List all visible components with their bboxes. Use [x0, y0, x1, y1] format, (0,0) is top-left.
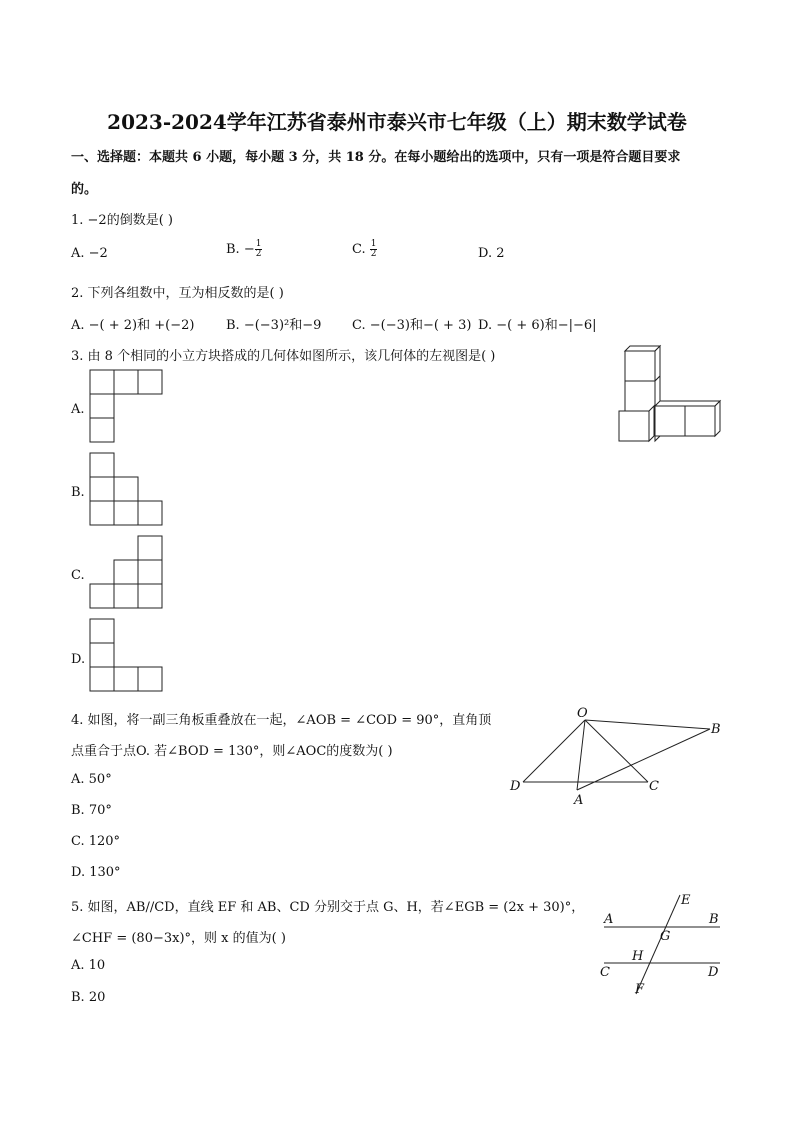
label-H: H — [632, 949, 644, 964]
q1-option-c-fraction — [370, 240, 378, 259]
label-B: B — [709, 912, 719, 927]
q3-option-d-grid — [89, 618, 165, 694]
q3-option-c-label: C. — [71, 568, 85, 583]
q4-option-a: A. 50° — [71, 772, 112, 787]
fraction-denominator: 2 — [370, 249, 377, 259]
exam-title: 2023-2024学年江苏省泰州市泰兴市七年级（上）期末数学试卷 — [107, 110, 687, 134]
line-OB — [585, 720, 710, 729]
fraction-numerator: 1 — [255, 239, 262, 249]
fraction-numerator: 1 — [370, 239, 377, 249]
q4-stem-line2: 点重合于点O. 若∠BOD = 130°，则∠AOC的度数为( ) — [71, 744, 393, 759]
q2-option-c: C. −(−3)和−( + 3) — [352, 318, 472, 333]
line-OA — [577, 720, 585, 790]
line-OD — [523, 720, 585, 782]
q4-stem-line1: 4. 如图，将一副三角板重叠放在一起，∠AOB = ∠COD = 90°，直角顶 — [71, 713, 492, 728]
line-OC — [585, 720, 648, 782]
label-O: O — [577, 706, 588, 721]
section-heading-line2: 的。 — [71, 182, 98, 197]
line-EF — [636, 895, 680, 994]
label-B: B — [711, 722, 721, 737]
label-A: A — [604, 912, 614, 927]
q5-option-b: B. 20 — [71, 990, 106, 1005]
q2-option-d: D. −( + 6)和−|−6| — [478, 318, 597, 333]
fraction-denominator: 2 — [255, 249, 262, 259]
q3-option-b-label: B. — [71, 485, 85, 500]
label-G: G — [660, 929, 671, 944]
line-AB — [577, 729, 710, 790]
label-A: A — [574, 793, 584, 808]
label-C: C — [600, 965, 610, 980]
label-D: D — [510, 779, 521, 794]
q1-option-b-fraction — [255, 240, 263, 259]
label-F: F — [635, 982, 645, 997]
q1-option-c-prefix: C. — [352, 242, 370, 257]
q3-solid-figure — [615, 343, 725, 448]
q2-option-b: B. −(−3)²和−9 — [226, 318, 322, 333]
q3-option-d-label: D. — [71, 652, 86, 667]
q1-option-b — [226, 240, 262, 259]
q4-option-b: B. 70° — [71, 803, 112, 818]
q3-option-a-grid — [89, 369, 165, 445]
q4-option-d: D. 130° — [71, 865, 121, 880]
q5-stem-line1: 5. 如图，AB//CD，直线 EF 和 AB、CD 分别交于点 G、H，若∠EGB = (2x + 30)°， — [71, 900, 585, 915]
q5-option-a: A. 10 — [71, 958, 106, 973]
section-heading-line1: 一、选择题：本题共 6 小题，每小题 3 分，共 18 分。在每小题给出的选项中，只有一项是符合题目要求 — [71, 150, 681, 165]
q1-option-d: D. 2 — [478, 246, 505, 261]
q3-option-c-grid — [89, 535, 165, 611]
q3-option-b-grid — [89, 452, 165, 528]
q4-option-c: C. 120° — [71, 834, 121, 849]
q3-option-a-label: A. — [71, 402, 85, 417]
q5-stem-line2: ∠CHF = (80−3x)°，则 x 的值为( ) — [71, 931, 286, 946]
q2-stem: 2. 下列各组数中，互为相反数的是( ) — [71, 286, 284, 301]
label-E: E — [681, 893, 691, 908]
q4-triangle-diagram — [505, 702, 730, 812]
label-C: C — [649, 779, 659, 794]
label-D: D — [708, 965, 719, 980]
q1-option-c — [352, 240, 377, 259]
q2-option-a: A. −( + 2)和 +(−2) — [71, 318, 195, 333]
q3-stem: 3. 由 8 个相同的小立方块搭成的几何体如图所示，该几何体的左视图是( ) — [71, 349, 496, 364]
q1-stem: 1. −2的倒数是( ) — [71, 213, 173, 228]
q1-option-b-prefix: B. − — [226, 242, 255, 257]
q5-parallel-lines-diagram — [598, 890, 728, 998]
q1-option-a: A. −2 — [71, 246, 108, 261]
